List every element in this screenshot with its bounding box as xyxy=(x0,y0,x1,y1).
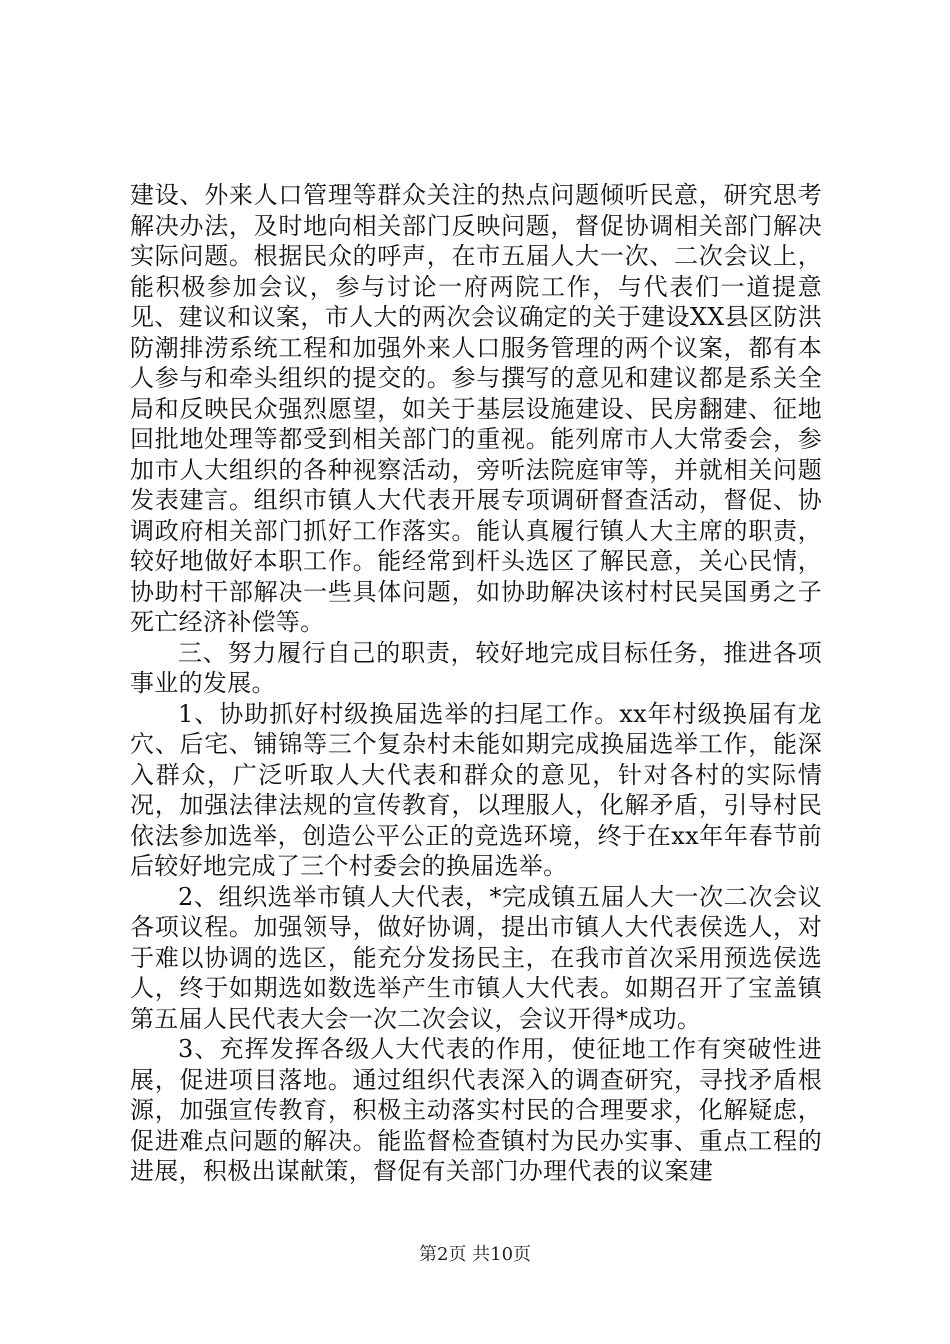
paragraph-continuation: 建设、外来人口管理等群众关注的热点问题倾听民意，研究思考解决办法，及时地向相关部门反映问题，督促协调相关部门解决实际问题。根据民众的呼声，在市五届人大一次、二次会议上，能积极参加会议，参与讨论一府两院工作，与代表们一道提意见、建议和议案，市人大的两次会议确定的关于建设XX县区防洪防潮排涝系统工程和加强外来人口服务管理的两个议案，都有本人参与和牵头组织的提交的。参与撰写的意见和建议都是系关全局和反映民众强烈愿望，如关于基层设施建设、民房翻建、征地回批地处理等都受到相关部门的重视。能列席市人大常委会，参加市人大组织的各种视察活动，旁听法院庭审等，并就相关问题发表建言。组织市镇人大代表开展专项调研督查活动，督促、协调政府相关部门抓好工作落实。能认真履行镇人大主席的职责，较好地做好本职工作。能经常到杆头选区了解民意，关心民情，协助村干部解决一些具体问题，如协助解决该村村民吴国勇之子死亡经济补偿等。 xyxy=(130,181,822,636)
paragraph-item-2: 2、组织选举市镇人大代表，*完成镇五届人大一次二次会议各项议程。加强领导，做好协调，提出市镇人大代表侯选人，对于难以协调的选区，能充分发扬民主，在我市首次采用预选侯选人，终于如期选如数选举产生市镇人大代表。如期召开了宝盖镇第五届人民代表大会一次二次会议，会议开得*成功。 xyxy=(130,882,822,1033)
paragraph-item-1: 1、协助抓好村级换届选举的扫尾工作。xx年村级换届有龙穴、后宅、铺锦等三个复杂村未能如期完成换届选举工作，能深入群众，广泛听取人大代表和群众的意见，针对各村的实际情况，加强法律法规的宣传教育，以理服人，化解矛盾，引导村民依法参加选举，创造公平公正的竞选环境，终于在xx年年春节前后较好地完成了三个村委会的换届选举。 xyxy=(130,699,822,880)
paragraph-item-3: 3、充挥发挥各级人大代表的作用，使征地工作有突破性进展，促进项目落地。通过组织代表深入的调查研究，寻找矛盾根源，加强宣传教育，积极主动落实村民的合理要求，化解疑虑，促进难点问题的解决。能监督检查镇村为民办实事、重点工程的进展，积极出谋献策，督促有关部门办理代表的议案建 xyxy=(130,1035,822,1185)
page-footer: 第2页 共10页 xyxy=(418,1244,532,1265)
document-body xyxy=(130,180,822,1187)
paragraph-section-three-heading: 三、努力履行自己的职责，较好地完成目标任务，推进各项事业的发展。 xyxy=(130,638,822,697)
